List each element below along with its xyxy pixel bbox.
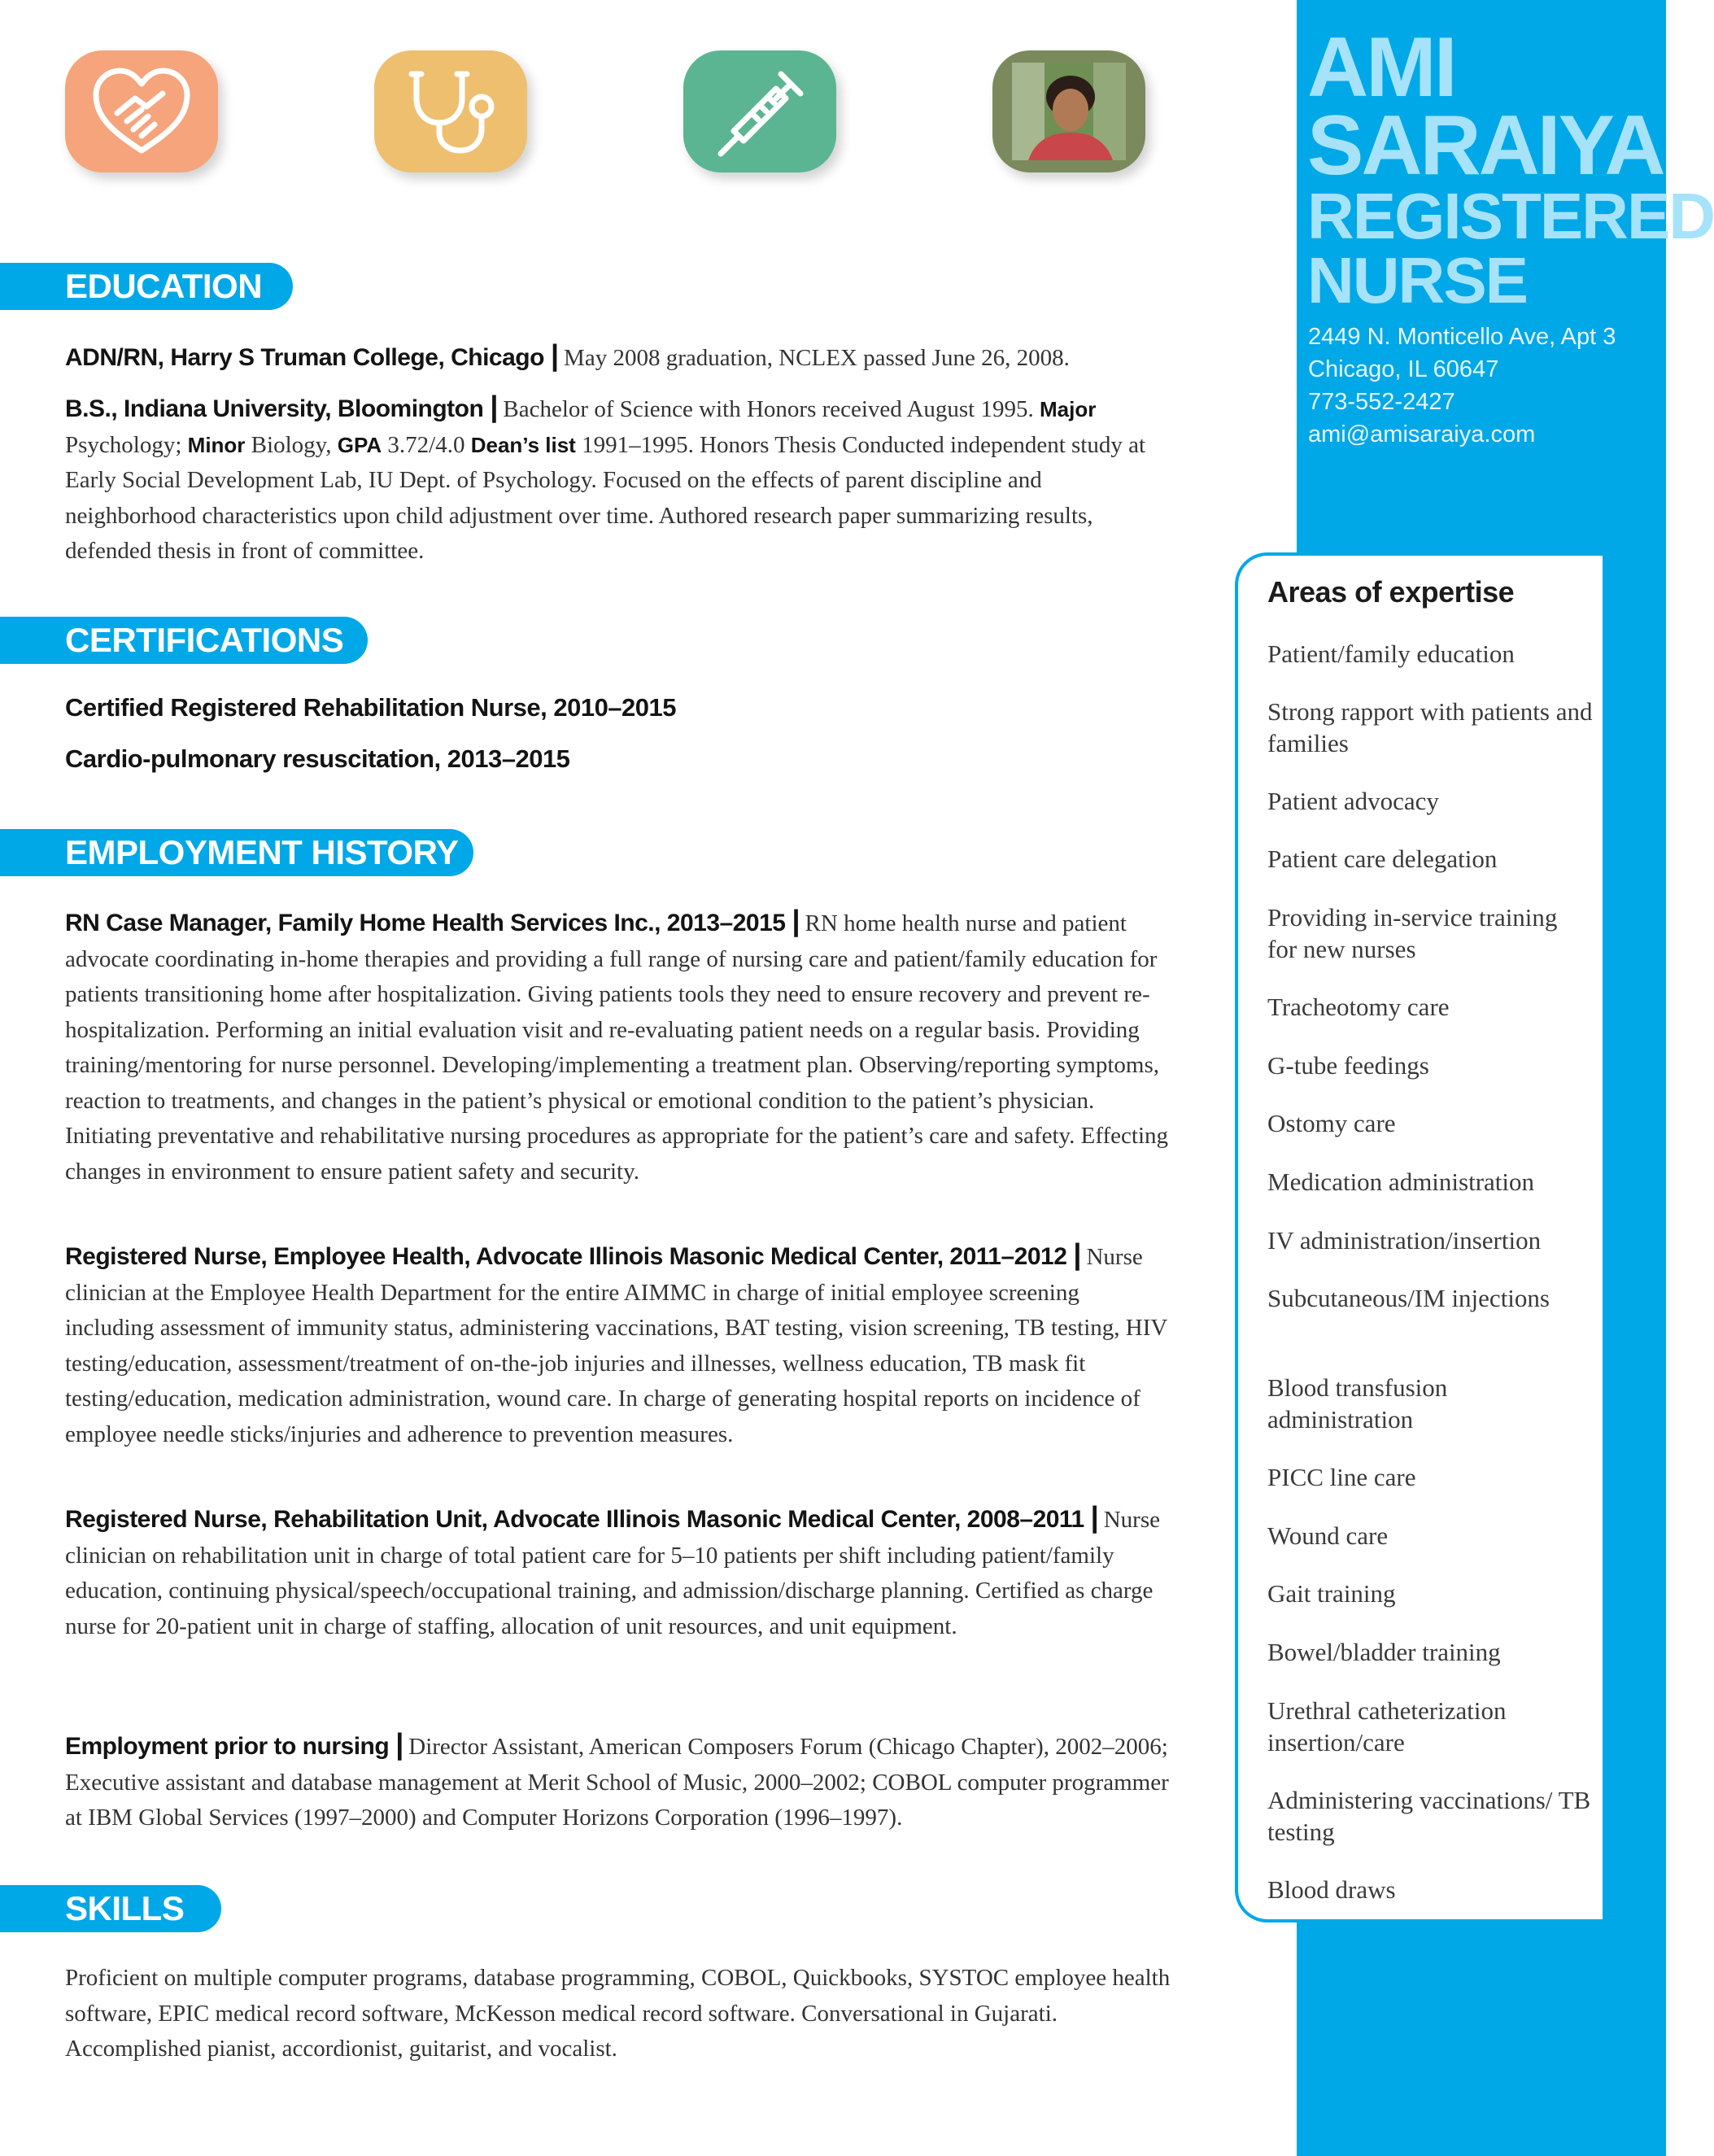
expertise-item: Wound care bbox=[1267, 1521, 1389, 1550]
separator: | bbox=[1090, 1500, 1099, 1534]
expertise-heading: Areas of expertise bbox=[1267, 575, 1515, 609]
entry-title: RN Case Manager, Family Home Health Services Inc., 2013–2015 bbox=[65, 910, 786, 936]
expertise-item: Blood transfusion administration bbox=[1267, 1373, 1448, 1434]
expertise-item: Patient advocacy bbox=[1267, 787, 1439, 815]
entry-title: Registered Nurse, Employee Health, Advocate Illinois Masonic Medical Center, 2011–2012 bbox=[65, 1243, 1067, 1270]
expertise-item: Strong rapport with patients and families bbox=[1267, 697, 1593, 757]
expertise-card bbox=[1235, 552, 1603, 1923]
expertise-item: PICC line care bbox=[1267, 1463, 1416, 1491]
expertise-item: Administering vaccinations/ TB testing bbox=[1267, 1786, 1591, 1846]
expertise-item: Patient/family education bbox=[1267, 639, 1515, 668]
section-heading-skills: SKILLS bbox=[0, 1885, 221, 1932]
expertise-item: Bowel/bladder training bbox=[1267, 1638, 1501, 1666]
deans-list-label: Dean’s list bbox=[470, 432, 576, 457]
expertise-item: IV administration/insertion bbox=[1267, 1226, 1542, 1255]
entry-text: 1991–1995. Honors Thesis Conducted independent study at Early Social Development Lab, IU Dept. of Psychology. Focused on the effects of parent discipline and neighborhood characteristics upon child adjustment over time. Authored research paper summarizing results, defended thesis in front of committee. bbox=[65, 431, 1146, 564]
employment-entry bbox=[65, 1237, 1171, 1452]
employment-entry bbox=[65, 1499, 1171, 1644]
first-name: AMI bbox=[1307, 20, 1455, 115]
major-label: Major bbox=[1040, 397, 1097, 421]
entry-title: B.S., Indiana University, Bloomington bbox=[65, 395, 484, 422]
entry-text: May 2008 graduation, NCLEX passed June 26, 2008. bbox=[564, 345, 1070, 371]
expertise-item: Medication administration bbox=[1267, 1167, 1535, 1196]
certification-item: Certified Registered Rehabilitation Nurse, 2010–2015 bbox=[65, 693, 677, 722]
gpa-label: GPA bbox=[337, 432, 382, 457]
stethoscope-icon bbox=[374, 50, 527, 172]
phone-number: 773-552-2427 bbox=[1308, 389, 1455, 415]
expertise-item: Ostomy care bbox=[1267, 1109, 1396, 1137]
entry-text: Director Assistant, American Composers Forum (Chicago Chapter), 2002–2006; Executive assistant and database management at Merit School of Music, 2000–2002; COBOL computer programmer at IBM Global Services (1997–2000) and Computer Horizons Corporation (1996–1997). bbox=[65, 1734, 1169, 1831]
section-heading-certifications: CERTIFICATIONS bbox=[0, 617, 368, 664]
separator: | bbox=[490, 390, 499, 423]
certification-item: Cardio-pulmonary resuscitation, 2013–2015 bbox=[65, 744, 570, 773]
entry-text: Psychology; bbox=[65, 431, 182, 458]
expertise-item: Gait training bbox=[1267, 1579, 1396, 1608]
entry-text: Nurse clinician at the Employee Health Department for the entire AIMMC in charge of initial employee screening including assessment of immunity status, administering vaccinations, BAT testing, vision screening, TB testing, HIV testing/education, assessment/treatment of on-the-job injuries and illnesses, wellness education, TB mask fit testing/education, medication administration, wound care. In charge of generating hospital reports on incidence of employee needle sticks/injuries and adherence to prevention measures. bbox=[65, 1244, 1167, 1447]
profile-photo bbox=[992, 50, 1145, 172]
contact-info bbox=[1308, 321, 1616, 451]
separator: | bbox=[792, 904, 800, 937]
job-title-line2: NURSE bbox=[1307, 243, 1528, 316]
name-block bbox=[1307, 20, 1714, 316]
entry-text: Nurse clinician on rehabilitation unit in charge of total patient care for 5–10 patients per shift including patient/family education, continuing physical/speech/occupational training, and admission/discharge planning. Certified as charge nurse for 20-patient unit in charge of staffing, allocation of unit resources, and unit equipment. bbox=[65, 1507, 1160, 1639]
entry-text: Bachelor of Science with Honors received August 1995. bbox=[503, 396, 1034, 422]
education-entry bbox=[65, 389, 1171, 570]
heart-handshake-icon bbox=[65, 50, 218, 172]
address-line2: Chicago, IL 60647 bbox=[1308, 356, 1499, 382]
expertise-item: G-tube feedings bbox=[1267, 1051, 1429, 1080]
entry-title: ADN/RN, Harry S Truman College, Chicago bbox=[65, 344, 544, 371]
expertise-item: Blood draws bbox=[1267, 1875, 1396, 1904]
expertise-item: Subcutaneous/IM injections bbox=[1267, 1284, 1550, 1312]
job-title-line1: REGISTERED bbox=[1307, 180, 1714, 253]
entry-text: RN home health nurse and patient advocate coordinating in-home therapies and providing a full range of nursing care and patient/family education for patients transitioning home after hospitalization. Giving patients tools they need to ensure recovery and prevent re-hospitalization. Performing an initial evaluation visit and re-evaluating patient needs on a regular basis. Providing training/mentoring for nurse personnel. Developing/implementing a treatment plan. Observing/reporting symptoms, reaction to treatments, and changes in the patient’s physical or emotional condition to the patient’s physician. Initiating preventative and rehabilitative nursing procedures as appropriate for the patient’s care and safety. Effecting changes in environment to ensure patient safety and security. bbox=[65, 910, 1169, 1185]
minor-label: Minor bbox=[187, 432, 246, 457]
entry-text: 3.72/4.0 bbox=[387, 431, 465, 458]
last-name: SARAIYA bbox=[1307, 98, 1664, 193]
expertise-item: Patient care delegation bbox=[1267, 845, 1498, 873]
expertise-item: Tracheotomy care bbox=[1267, 993, 1450, 1021]
email-link[interactable]: ami@amisaraiya.com bbox=[1308, 421, 1536, 447]
entry-title: Registered Nurse, Rehabilitation Unit, Advocate Illinois Masonic Medical Center, 2008–2011 bbox=[65, 1506, 1084, 1533]
employment-entry bbox=[65, 1726, 1171, 1836]
syringe-icon bbox=[683, 50, 836, 172]
separator: | bbox=[395, 1727, 404, 1761]
expertise-item: Providing in-service training for new nurses bbox=[1267, 903, 1558, 963]
entry-text: Biology, bbox=[251, 431, 332, 458]
separator: | bbox=[1073, 1237, 1082, 1271]
separator: | bbox=[550, 338, 560, 372]
skills-text: Proficient on multiple computer programs, database programming, COBOL, Quickbooks, SYSTOC employee health software, EPIC medical record software, McKesson medical record software. Conversational in Gujarati. Accomplished pianist, accordionist, guitarist, and vocalist. bbox=[65, 1965, 1171, 2062]
section-heading-employment: EMPLOYMENT HISTORY bbox=[0, 829, 473, 876]
address-line1: 2449 N. Monticello Ave, Apt 3 bbox=[1308, 324, 1616, 350]
section-heading-education: EDUCATION bbox=[0, 263, 293, 310]
employment-entry bbox=[65, 903, 1171, 1189]
education-entry bbox=[65, 338, 1171, 377]
expertise-item: Urethral catheterization insertion/care bbox=[1267, 1696, 1507, 1757]
entry-title: Employment prior to nursing bbox=[65, 1733, 390, 1760]
